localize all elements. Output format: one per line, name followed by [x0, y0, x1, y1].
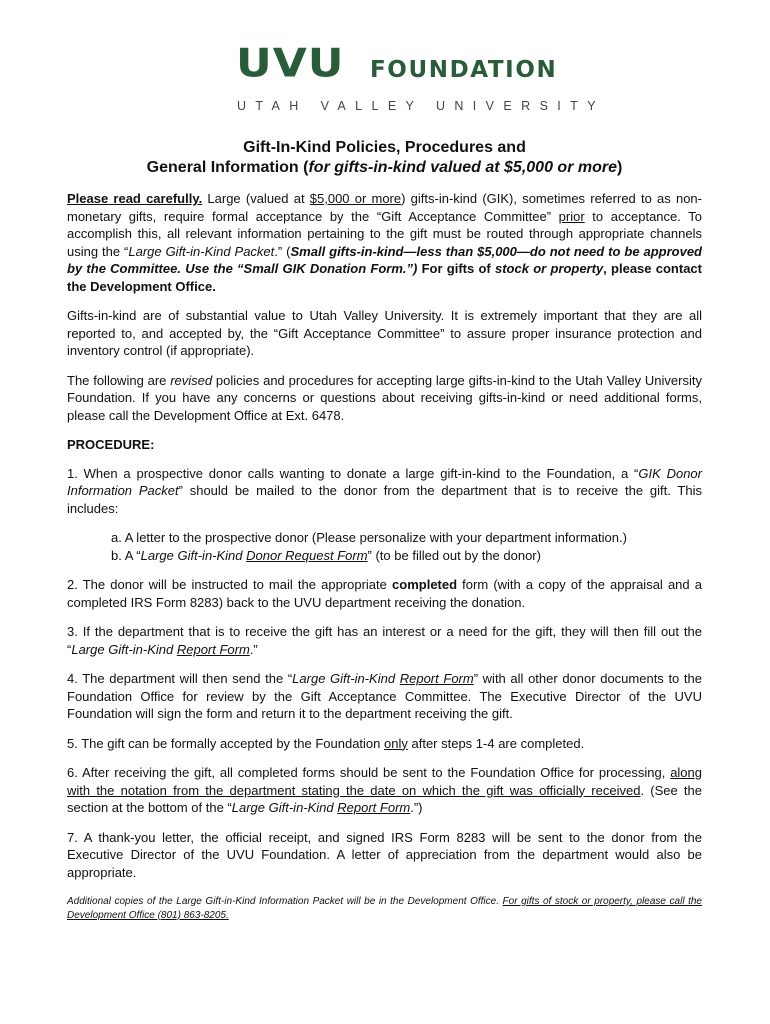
intro-paragraph: [67, 190, 702, 295]
footnote-contact: For gifts of stock or property, please call the Development Office (801) 863-8205.: [67, 896, 702, 921]
title-line2-prefix: General Information (: [146, 159, 309, 176]
intro-text-2: ) gifts-in-kind (GIK), sometimes referred to as non-monetary gifts, require formal acceptance by the “Gift Acceptance Committee”: [67, 191, 702, 224]
title-line2-italic: for gifts-in-kind valued at $5,000 or more: [308, 159, 617, 176]
step-1: [67, 465, 702, 518]
step3-form-name: Report Form: [176, 641, 250, 657]
item-b-suffix: ” (to be filled out by the donor): [367, 547, 541, 563]
step-4: [67, 670, 702, 723]
item-b-form-name: Donor Request Form: [246, 547, 368, 563]
step6-text-1: 6. After receiving the gift, all completed forms should be sent to the Foundation Office for processing,: [67, 765, 671, 780]
step5-text-1: 5. The gift can be formally accepted by the Foundation: [67, 735, 385, 751]
step4-italic: Large Gift-in-Kind: [292, 671, 400, 686]
paragraph-2: Gifts-in-kind are of substantial value to Utah Valley University. It is extremely important that they are all reported to, and accepted by, the “Gift Acceptance Committee” to assure proper insurance protection and inventory control (if appropriate).: [67, 308, 702, 358]
step6-text-2: . (See the section at the bottom of the “: [67, 782, 702, 815]
intro-text-5: For gifts of: [417, 261, 495, 276]
step-2: [67, 576, 702, 611]
title-line1: Gift-In-Kind Policies, Procedures and: [243, 139, 526, 156]
logo-uvu-wordmark: UVU: [236, 40, 345, 87]
step4-text-1: 4. The department will then send the “: [67, 671, 293, 686]
step1-text-2: ” should be mailed to the donor from the department that is to receive the gift. This includes:: [67, 483, 702, 516]
intro-text-1: Large (valued at: [202, 191, 310, 206]
step5-text-2: after steps 1-4 are completed.: [407, 735, 585, 751]
step1-packet: GIK Donor Information Packet: [67, 465, 702, 498]
logo-university-name: UTAH VALLEY UNIVERSITY: [237, 99, 605, 113]
footnote-text: Additional copies of the Large Gift-in-Kind Information Packet will be in the Development Office.: [67, 896, 503, 907]
title-line2-suffix: ): [616, 159, 623, 176]
step6-form-name: Report Form: [337, 800, 411, 815]
para3-revised: revised: [170, 372, 213, 388]
intro-amount: $5,000 or more: [309, 191, 402, 206]
intro-prior: prior: [558, 208, 585, 224]
paragraph-3: [67, 372, 702, 425]
item-b-italic: Large Gift-in-Kind: [140, 547, 247, 563]
step1-text-1: 1. When a prospective donor calls wanting to donate a large gift-in-kind to the Foundation, a “: [67, 465, 639, 481]
step6-text-3: .”): [410, 800, 423, 815]
intro-packet: Large Gift-in-Kind Packet: [128, 243, 275, 259]
intro-small-gifts-note: Small gifts-in-kind—less than $5,000—do not need to be approved by the Committee. Use the “Small GIK Donation Form.”): [67, 243, 703, 276]
step3-text-2: .”: [249, 641, 258, 657]
step5-only: only: [384, 735, 408, 751]
intro-text-4: .” (: [274, 243, 291, 259]
document-body: [67, 138, 702, 934]
footnote: [67, 895, 702, 922]
step3-italic: Large Gift-in-Kind: [71, 641, 177, 657]
item-b-prefix: b. A “: [111, 547, 141, 563]
step-1-items: [111, 529, 702, 564]
step4-form-name: Report Form: [399, 671, 474, 686]
step-6: [67, 764, 702, 817]
intro-stock: stock or property: [494, 261, 604, 276]
procedure-heading: PROCEDURE:: [67, 437, 155, 452]
para3-text-2: policies and procedures for accepting large gifts-in-kind to the Utah Valley University Foundation. If you have any concerns or questions about receiving gifts-in-kind or need additional forms, please call the Development Office at Ext. 6478.: [67, 372, 702, 423]
step2-text-2: form (with a copy of the appraisal and a completed IRS Form 8283) back to the UVU department receiving the donation.: [67, 577, 703, 610]
step-3: [67, 623, 702, 658]
step-1-item-a: a. A letter to the prospective donor (Please personalize with your department information.): [111, 530, 627, 545]
step6-italic: Large Gift-in-Kind: [231, 800, 338, 815]
uvu-foundation-logo: [236, 40, 605, 116]
intro-lead: Please read carefully.: [67, 191, 203, 206]
para3-text-1: The following are: [67, 372, 171, 388]
page-title: [67, 138, 702, 178]
step6-notation: along with the notation from the department stating the date on which the gift was officially received: [67, 765, 702, 798]
intro-text-3: to acceptance. To accomplish this, all relevant information pertaining to the gift must be routed through appropriate channels using the “: [67, 208, 702, 259]
step2-completed: completed: [392, 577, 458, 592]
step4-text-2: ” with all other donor documents to the Foundation Office for review by the Gift Acceptance Committee. The Executive Director of the UVU Foundation will sign the form and return it to the department receiving the gift.: [67, 671, 702, 721]
step3-text-1: 3. If the department that is to receive the gift has an interest or a need for the gift, they will then fill out the “: [67, 624, 702, 657]
intro-text-6: , please contact the Development Office.: [67, 261, 702, 294]
step-1-item-b: [111, 547, 702, 565]
step2-text-1: 2. The donor will be instructed to mail the appropriate: [67, 577, 393, 592]
step-7: 7. A thank-you letter, the official receipt, and signed IRS Form 8283 will be sent to the donor from the Executive Director of the UVU Foundation. A letter of appreciation from the department would also be appropriate.: [67, 829, 702, 880]
logo-foundation-text: FOUNDATION: [370, 57, 558, 83]
step-5: [67, 735, 702, 753]
